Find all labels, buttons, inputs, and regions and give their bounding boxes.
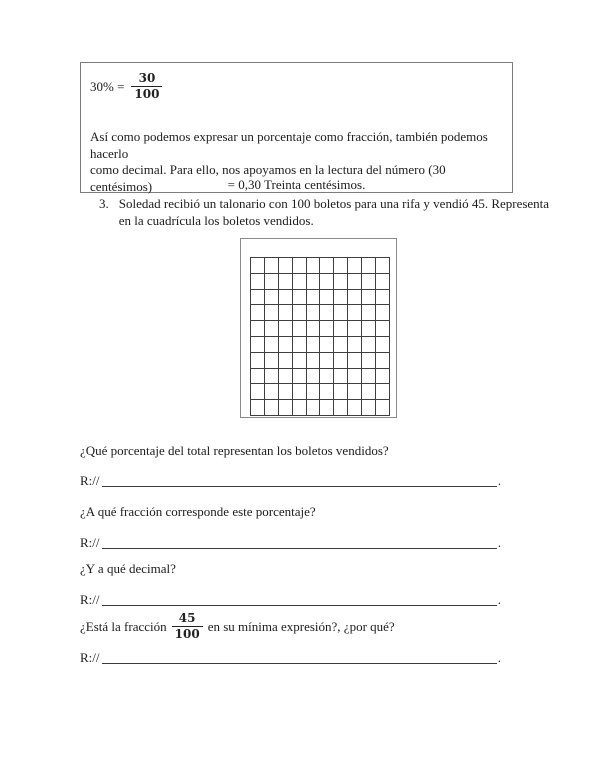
grid-cell [251, 305, 265, 321]
answer-prefix: R:// [80, 592, 100, 607]
grid-cell [348, 321, 362, 337]
answer-prefix: R:// [80, 473, 100, 488]
paragraph-line-2: como decimal. Para ello, nos apoyamos en la lectura del número (30 centésimos) [90, 162, 446, 194]
grid-cell [265, 321, 279, 337]
grid-cell [307, 384, 321, 400]
grid-cell [376, 400, 390, 416]
question-3: ¿Y a qué decimal? [80, 561, 176, 576]
answer-suffix: . [497, 473, 501, 488]
grid-cell [279, 290, 293, 306]
grid-cell [348, 337, 362, 353]
grid-cell [320, 400, 334, 416]
grid-cell [348, 353, 362, 369]
paragraph-line-1: Así como podemos expresar un porcentaje como fracción, también podemos hacerlo [90, 129, 488, 161]
question-4-prefix: ¿Está la fracción [80, 618, 167, 634]
answer-prefix: R:// [80, 650, 100, 665]
grid-cell [293, 321, 307, 337]
grid-cell [376, 305, 390, 321]
grid-cell [279, 274, 293, 290]
answer-blank-line [102, 474, 497, 487]
grid-cell [279, 337, 293, 353]
grid-cell [348, 400, 362, 416]
grid-cell [376, 290, 390, 306]
grid-cell [334, 258, 348, 274]
grid-cell [334, 369, 348, 385]
grid-cell [307, 353, 321, 369]
fraction-numerator: 45 [178, 611, 196, 625]
answer-blank-line [102, 651, 497, 664]
exercise-text [119, 196, 549, 229]
grid-cell [307, 258, 321, 274]
grid-cell [279, 384, 293, 400]
answer-line-2 [80, 535, 501, 551]
grid-cell [293, 290, 307, 306]
grid-cell [362, 353, 376, 369]
grid-cell [362, 258, 376, 274]
info-box [80, 62, 513, 193]
grid-cell [293, 305, 307, 321]
grid-cell [307, 321, 321, 337]
grid-cell [251, 400, 265, 416]
answer-prefix: R:// [80, 535, 100, 550]
grid-cell [265, 353, 279, 369]
question-1: ¿Qué porcentaje del total representan los boletos vendidos? [80, 443, 389, 458]
grid-cell [293, 353, 307, 369]
grid-cell [334, 305, 348, 321]
grid-cell [334, 384, 348, 400]
grid-cell [348, 274, 362, 290]
grid-cell [376, 274, 390, 290]
grid-cell [362, 384, 376, 400]
grid-cell [251, 337, 265, 353]
answer-suffix: . [497, 535, 501, 550]
grid-cell [251, 384, 265, 400]
grid-cell [293, 384, 307, 400]
answer-line-3 [80, 592, 501, 608]
answer-blank-line [102, 593, 497, 606]
grid-cell [293, 369, 307, 385]
fraction-30-100 [131, 71, 162, 102]
grid-cell [265, 337, 279, 353]
grid-frame [240, 238, 397, 418]
grid-cell [307, 305, 321, 321]
equation-lhs: 30% = [90, 78, 125, 94]
grid-cell [320, 258, 334, 274]
grid-cell [334, 274, 348, 290]
grid-cell [348, 290, 362, 306]
exercise-number: 3. [99, 196, 109, 211]
grid-cell [307, 274, 321, 290]
grid-cell [362, 305, 376, 321]
grid-cell [251, 258, 265, 274]
fraction-denominator: 100 [131, 86, 162, 102]
grid-cell [279, 305, 293, 321]
grid-cell [376, 258, 390, 274]
grid-cell [293, 400, 307, 416]
grid-cell [293, 274, 307, 290]
question-2: ¿A qué fracción corresponde este porcentaje? [80, 504, 316, 519]
grid-cell [348, 305, 362, 321]
question-4-suffix: en su mínima expresión?, ¿por qué? [207, 618, 395, 634]
grid-cell [251, 369, 265, 385]
grid-cell [279, 369, 293, 385]
grid-cell [320, 305, 334, 321]
grid-cell [279, 258, 293, 274]
grid-cell [320, 274, 334, 290]
grid-cell [334, 290, 348, 306]
grid-cell [376, 353, 390, 369]
percent-equation [90, 71, 162, 102]
grid-cell [320, 384, 334, 400]
exercise-line-2: en la cuadrícula los boletos vendidos. [118, 212, 314, 228]
grid-cell [334, 400, 348, 416]
grid-cell [265, 290, 279, 306]
grid-cell [362, 369, 376, 385]
grid-cell [348, 258, 362, 274]
grid-cell [320, 337, 334, 353]
question-4 [80, 611, 520, 642]
grid-cell [251, 290, 265, 306]
grid-cell [348, 369, 362, 385]
grid-cell [307, 290, 321, 306]
answer-suffix: . [497, 650, 501, 665]
grid-cell [293, 337, 307, 353]
grid-cell [279, 321, 293, 337]
grid-cell [320, 369, 334, 385]
grid-cell [265, 400, 279, 416]
grid-cell [376, 321, 390, 337]
grid-cell [320, 321, 334, 337]
grid-cell [334, 321, 348, 337]
grid-cell [362, 274, 376, 290]
grid-cell [279, 400, 293, 416]
grid-cell [376, 337, 390, 353]
ticket-grid [250, 257, 390, 416]
fraction-numerator: 30 [138, 71, 156, 85]
grid-cell [293, 258, 307, 274]
grid-cell [362, 290, 376, 306]
grid-cell [320, 353, 334, 369]
grid-cell [334, 353, 348, 369]
grid-cell [348, 384, 362, 400]
grid-cell [320, 290, 334, 306]
fraction-denominator: 100 [172, 626, 203, 642]
grid-cell [334, 337, 348, 353]
grid-cell [307, 400, 321, 416]
answer-suffix: . [497, 592, 501, 607]
grid-cell [251, 274, 265, 290]
grid-cell [265, 369, 279, 385]
grid-cell [265, 305, 279, 321]
grid-cell [362, 400, 376, 416]
grid-cell [265, 258, 279, 274]
answer-line-1 [80, 473, 501, 489]
grid-cell [265, 274, 279, 290]
grid-cell [251, 353, 265, 369]
grid-cell [265, 384, 279, 400]
grid-cell [251, 321, 265, 337]
exercise-3-statement [99, 196, 549, 229]
grid-cell [362, 337, 376, 353]
grid-cell [307, 369, 321, 385]
answer-blank-line [102, 536, 497, 549]
grid-cell [307, 337, 321, 353]
grid-cell [376, 384, 390, 400]
grid-cell [362, 321, 376, 337]
answer-line-4 [80, 650, 501, 666]
decimal-result-line: = 0,30 Treinta centésimos. [227, 177, 366, 192]
fraction-45-100 [172, 611, 203, 642]
grid-cell [279, 353, 293, 369]
exercise-line-1: Soledad recibió un talonario con 100 boletos para una rifa y vendió 45. Representa [118, 196, 550, 211]
grid-cell [376, 369, 390, 385]
